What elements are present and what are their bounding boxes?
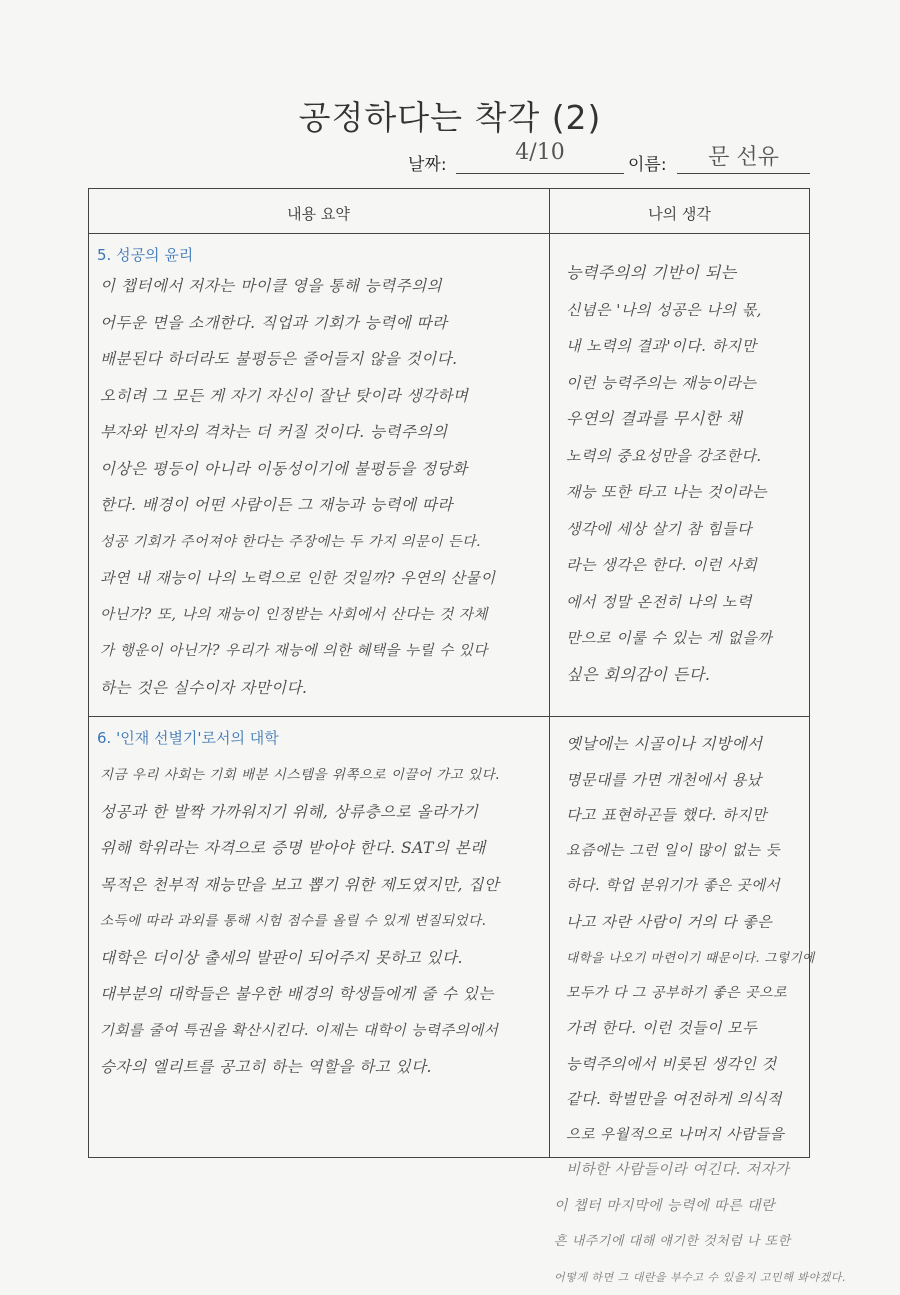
section-heading-success-ethics: 5. 성공의 윤리 [97,244,193,265]
section1-thoughts-text [566,255,772,693]
thought-line: 노력의 중요성만을 강조한다. [566,438,772,475]
header-row-divider [88,233,810,234]
thought-line: 어떻게 하면 그 대란을 부수고 수 있을지 고민해 봐야겠다. [554,1260,846,1295]
thought-line: 요즘에는 그런 일이 많이 없는 듯 [566,834,846,870]
section-heading-university-sorter: 6. '인재 선별기'로서의 대학 [97,727,279,748]
thought-line: 능력주의의 기반이 되는 [566,255,772,292]
summary-line: 과연 내 재능이 나의 노력으로 인한 것일까? 우연의 산물이 [100,560,495,597]
column-header-summary: 내용 요약 [88,203,549,224]
summary-line: 한다. 배경이 어떤 사람이든 그 재능과 능력에 따라 [100,487,495,524]
summary-line: 목적은 천부적 재능만을 보고 뽑기 위한 제도였지만, 집안 [100,867,500,904]
thought-line: 으로 우월적으로 나머지 사람들을 [566,1118,846,1154]
thought-line: 같다. 학벌만을 여전하게 의식적 [566,1082,846,1118]
thought-line: 신념은 '나의 성공은 나의 몫, [566,292,772,329]
thought-line: 우연의 결과를 무시한 채 [566,401,772,438]
summary-line: 하는 것은 실수이자 자만이다. [100,670,495,707]
summary-line: 배분된다 하더라도 불평등은 줄어들지 않을 것이다. [100,341,495,378]
thought-line: 흔 내주기에 대해 얘기한 것처럼 나 또한 [554,1224,846,1260]
thought-line: 명문대를 가면 개천에서 용났 [566,763,846,799]
thought-line: 에서 정말 온전히 나의 노력 [566,584,772,621]
thought-line: 이런 능력주의는 재능이라는 [566,365,772,402]
thought-line: 다고 표현하곤들 했다. 하지만 [566,798,846,834]
thought-line: 옛날에는 시골이나 지방에서 [566,727,846,763]
summary-line: 대부분의 대학들은 불우한 배경의 학생들에게 줄 수 있는 [100,976,500,1013]
date-underline [456,173,624,174]
section2-summary-text [100,757,500,1086]
thought-line: 라는 생각은 한다. 이런 사회 [566,547,772,584]
summary-line: 어두운 면을 소개한다. 직업과 기회가 능력에 따라 [100,305,495,342]
thought-line: 모두가 다 그 공부하기 좋은 곳으로 [566,976,846,1012]
thought-line: 생각에 세상 살기 참 힘들다 [566,511,772,548]
summary-line: 이 챕터에서 저자는 마이클 영을 통해 능력주의의 [100,268,495,305]
summary-line: 아닌가? 또, 나의 재능이 인정받는 사회에서 산다는 것 자체 [100,597,495,634]
thought-line: 가려 한다. 이런 것들이 모두 [566,1011,846,1047]
column-divider [549,188,550,1158]
thought-line: 비하한 사람들이라 여긴다. 저자가 [566,1153,846,1189]
thought-line: 하다. 학업 분위기가 좋은 곳에서 [566,869,846,905]
summary-line: 기회를 줄여 특권을 확산시킨다. 이제는 대학이 능력주의에서 [100,1013,500,1050]
thought-line: 만으로 이룰 수 있는 게 없을까 [566,620,772,657]
summary-line: 성공 기회가 주어져야 한다는 주장에는 두 가지 의문이 든다. [100,524,495,561]
thought-line: 재능 또한 타고 나는 것이라는 [566,474,772,511]
summary-line: 승자의 엘리트를 공고히 하는 역할을 하고 있다. [100,1049,500,1086]
thought-line: 싶은 회의감이 든다. [566,657,772,694]
summary-line: 소득에 따라 과외를 통해 시험 점수를 올릴 수 있게 변질되었다. [100,903,500,940]
summary-line: 가 행운이 아닌가? 우리가 재능에 의한 혜택을 누릴 수 있다 [100,633,495,670]
section-row-divider [88,716,810,717]
summary-line: 이상은 평등이 아니라 이동성이기에 불평등을 정당화 [100,451,495,488]
summary-line: 대학은 더이상 출세의 발판이 되어주지 못하고 있다. [100,940,500,977]
section2-thoughts-text [566,727,846,1295]
thought-line: 나고 자란 사람이 거의 다 좋은 [566,905,846,941]
summary-line: 성공과 한 발짝 가까워지기 위해, 상류층으로 올라가기 [100,794,500,831]
thought-line: 내 노력의 결과'이다. 하지만 [566,328,772,365]
name-label: 이름: [628,150,667,175]
summary-line: 오히려 그 모든 게 자기 자신이 잘난 탓이라 생각하며 [100,378,495,415]
thought-line: 능력주의에서 비롯된 생각인 것 [566,1047,846,1083]
page-title: 공정하다는 착각 (2) [0,92,900,139]
summary-line: 지금 우리 사회는 기회 배분 시스템을 위쪽으로 이끌어 가고 있다. [100,757,500,794]
date-value: 4/10 [456,140,624,165]
summary-line: 부자와 빈자의 격차는 더 커질 것이다. 능력주의의 [100,414,495,451]
section1-summary-text [100,268,495,706]
thought-line: 이 챕터 마지막에 능력에 따른 대란 [554,1189,846,1225]
column-header-thoughts: 나의 생각 [549,203,810,224]
name-underline [677,173,810,174]
thought-line: 대학을 나오기 마련이기 때문이다. 그렇기에 [566,940,846,976]
name-value: 문 선유 [677,140,810,171]
date-label: 날짜: [408,150,447,175]
summary-line: 위해 학위라는 자격으로 증명 받아야 한다. SAT의 본래 [100,830,500,867]
